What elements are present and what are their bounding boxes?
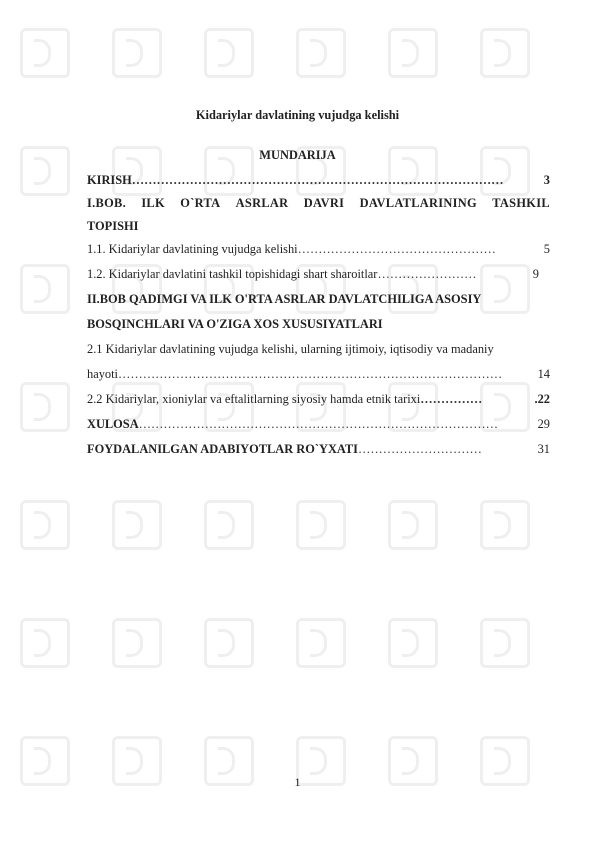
toc-label: KIRISH	[87, 173, 132, 187]
toc-label: 2.2 Kidariylar, xioniylar va eftalitlarning siyosiy hamda etnik tarixi	[87, 392, 421, 406]
toc-leader-dots: ………………………………………………………………………………	[131, 173, 504, 187]
toc-entry-1-2[interactable]	[87, 266, 539, 282]
toc-page: .22	[534, 392, 550, 406]
toc-word: I.BOB.	[87, 196, 126, 210]
toc-word: ASRLAR	[235, 196, 289, 210]
page-number: 1	[294, 775, 301, 789]
toc-label: XULOSA	[87, 417, 139, 431]
toc-label: hayoti	[87, 367, 118, 381]
document-title: Kidariylar davlatining vujudga kelishi	[195, 108, 400, 122]
toc-leader-dots: ……………………	[377, 267, 477, 281]
toc-label: 1.1. Kidariylar davlatining vujudga kelishi	[87, 242, 298, 256]
toc-entry-kirish[interactable]	[87, 172, 550, 188]
toc-word: ILK	[141, 196, 165, 210]
toc-entry-2-1-line2[interactable]	[87, 366, 550, 382]
toc-entry-2-2[interactable]	[87, 391, 550, 407]
toc-label: 1.2. Kidariylar davlatini tashkil topishidagi shart sharoitlar	[87, 267, 378, 281]
toc-page: 31	[537, 442, 550, 456]
toc-leader-dots: ……………………………………………………………………………	[138, 417, 498, 431]
toc-entry-1-1[interactable]	[87, 241, 550, 257]
toc-entry-bob1-line2: TOPISHI	[87, 219, 139, 233]
toc-entry-2-1-line1[interactable]: 2.1 Kidariylar davlatining vujudga kelishi, ularning ijtimoiy, iqtisodiy va madaniy	[87, 342, 494, 356]
toc-word: O`RTA	[180, 196, 221, 210]
toc-word: DAVLATLARINING	[359, 196, 477, 210]
toc-word: DAVRI	[303, 196, 345, 210]
toc-page: 9	[532, 267, 539, 281]
toc-leader-dots: …………………………………………	[297, 242, 496, 256]
toc-entry-foydalanilgan[interactable]	[87, 441, 550, 457]
toc-page: 3	[543, 173, 550, 187]
toc-leader-dots: ……………	[420, 392, 483, 406]
toc-page: 14	[537, 367, 550, 381]
toc-leader-dots: …………………………………………………………………………………	[117, 367, 503, 381]
toc-entry-xulosa[interactable]	[87, 416, 550, 432]
toc-page: 5	[543, 242, 550, 256]
toc-heading: MUNDARIJA	[259, 148, 336, 162]
toc-page: 29	[537, 417, 550, 431]
toc-label: FOYDALANILGAN ADABIYOTLAR RO`YXATI	[87, 442, 359, 456]
toc-entry-bob2-line2: BOSQINCHLARI VA O'ZIGA XOS XUSUSIYATLARI	[87, 317, 383, 331]
toc-entry-bob2-line1[interactable]: II.BOB QADIMGI VA ILK O'RTA ASRLAR DAVLATCHILIGA ASOSIY	[87, 292, 482, 306]
toc-entry-bob1-line1[interactable]	[87, 196, 550, 211]
toc-word: TASHKIL	[492, 196, 550, 210]
toc-leader-dots: …………………………	[358, 442, 482, 456]
